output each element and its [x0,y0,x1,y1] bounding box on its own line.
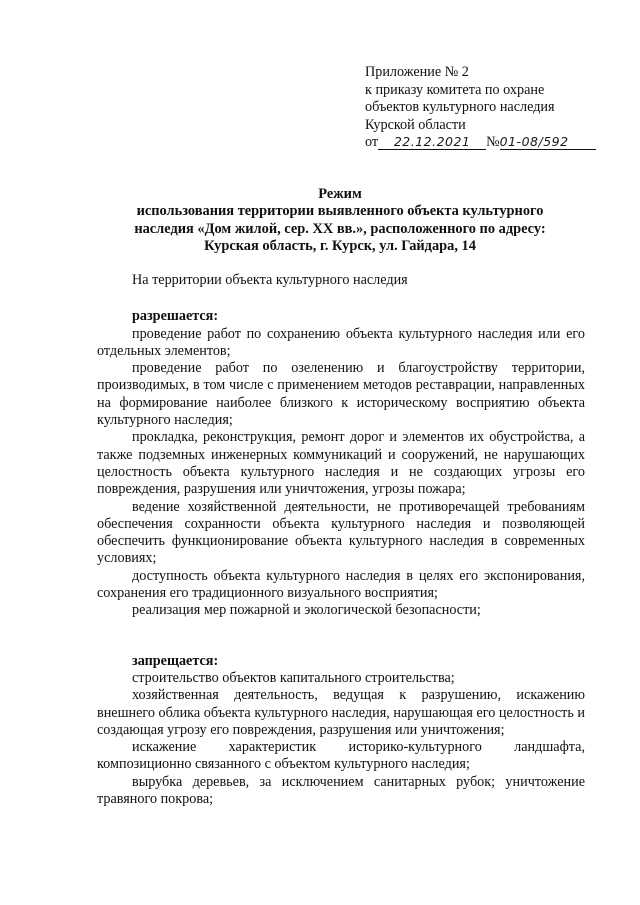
forbidden-heading: запрещается: [132,652,219,669]
allowed-item: ведение хозяйственной деятельности, не противоречащей требованиям обеспечения сохранности объекта культурного наследия и позволяющей обеспечить функционирование объекта культурного наследия в современных условиях; [97,498,585,567]
document-body [97,272,585,808]
region-name: Курской области [365,116,466,133]
allowed-item: проведение работ по сохранению объекта культурного наследия или его отдельных элементов; [97,325,585,359]
handwritten-date: 22.12.2021 [393,134,471,150]
appendix-number: Приложение № 2 [365,64,469,80]
allowed-heading: разрешается: [132,308,219,325]
forbidden-item: искажение характеристик историко-культурного ландшафта, композиционно связанного с объектом культурного наследия; [97,739,585,773]
appendix-header [365,64,625,152]
handwritten-number: 01-08/592 [499,134,569,150]
title-line-4: Курская область, г. Курск, ул. Гайдара, 14 [204,238,476,255]
section-spacer [97,620,585,653]
committee-name: объектов культурного наследия [365,99,555,116]
title-line-1: Режим [318,186,362,202]
forbidden-item: вырубка деревьев, за исключением санитарных рубок; уничтожение травяного покрова; [97,773,585,808]
allowed-item: прокладка, реконструкция, ремонт дорог и элементов их обустройства, а также подземных инженерных коммуникаций и сооружений, не нарушающих целостность объекта культурного наследия и не создающих угрозы его повреждения, разрушения или уничтожения, угрозы пожара; [97,429,585,498]
from-label: от [365,134,379,151]
document-title [100,186,580,256]
forbidden-item: строительство объектов капитального строительства; [132,669,455,686]
title-line-3: наследия «Дом жилой, сер. XX вв.», расположенного по адресу: [134,220,546,237]
forbidden-item: хозяйственная деятельность, ведущая к разрушению, искажению внешнего облика объекта культурного наследия, нарушающая его целостность и создающая угрозу его повреждения, разрушения или уничтожения; [97,687,585,738]
order-reference: к приказу комитета по охране [365,81,545,98]
number-label: № [486,134,500,151]
allowed-item: проведение работ по озеленению и благоустройству территории, производимых, в том числе с применением методов реставрации, направленных на формирование наиболее близкого к историческому восприятию объекта культурного наследия; [97,360,585,429]
allowed-item: реализация мер пожарной и экологической безопасности; [132,602,481,619]
title-line-2: использования территории выявленного объекта культурного [136,203,544,220]
intro-text: На территории объекта культурного наследия [132,272,408,288]
allowed-item: доступность объекта культурного наследия в целях его экспонирования, сохранения его традиционного визуального восприятия; [97,567,585,602]
order-date-number-line [365,134,625,152]
